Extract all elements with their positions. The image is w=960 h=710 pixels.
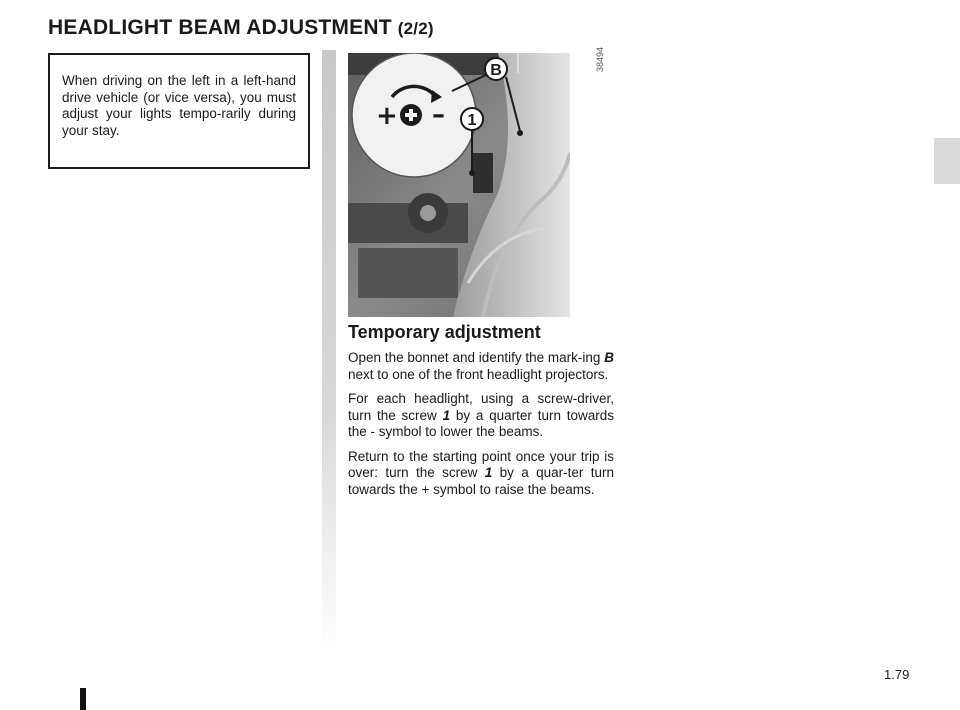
- title-main: HEADLIGHT BEAM ADJUSTMENT: [48, 16, 392, 39]
- screw-1-ref: 1: [442, 407, 451, 423]
- headlight-photo: [348, 53, 570, 317]
- note-text: When driving on the left in a left-hand drive vehicle (or vice versa), you must adjust your lights tempo-rarily during your stay.: [62, 73, 296, 138]
- headlight-illustration: [348, 53, 570, 317]
- callout-b-label: B: [490, 62, 502, 79]
- paragraph-3: Return to the starting point once your trip is over: turn the screw 1 by a quar-ter turn towards the + symbol to raise the beams.: [348, 448, 614, 497]
- chapter-tab: [934, 138, 960, 184]
- figure-code: 38494: [595, 46, 605, 72]
- note-box: [48, 53, 310, 169]
- screw-1-ref: 1: [484, 465, 493, 480]
- paragraph-2: For each headlight, using a screw-driver, turn the screw 1 by a quarter turn towards the - symbol to lower the beams.: [348, 391, 614, 439]
- page-title: [48, 16, 434, 40]
- callout-1-label: 1: [467, 112, 477, 129]
- section-body: [348, 350, 614, 506]
- title-page-indicator: (2/2): [397, 19, 434, 38]
- minus-symbol: –: [432, 100, 445, 130]
- marking-b-ref: B: [604, 350, 614, 365]
- section-title: Temporary adjustment: [348, 322, 541, 342]
- page-number: 1.79: [884, 667, 910, 682]
- corner-mark: [80, 688, 86, 710]
- paragraph-1: Open the bonnet and identify the mark-ing B next to one of the front headlight projectors.: [348, 350, 614, 382]
- column-divider: [322, 50, 336, 650]
- plus-symbol: +: [376, 101, 398, 131]
